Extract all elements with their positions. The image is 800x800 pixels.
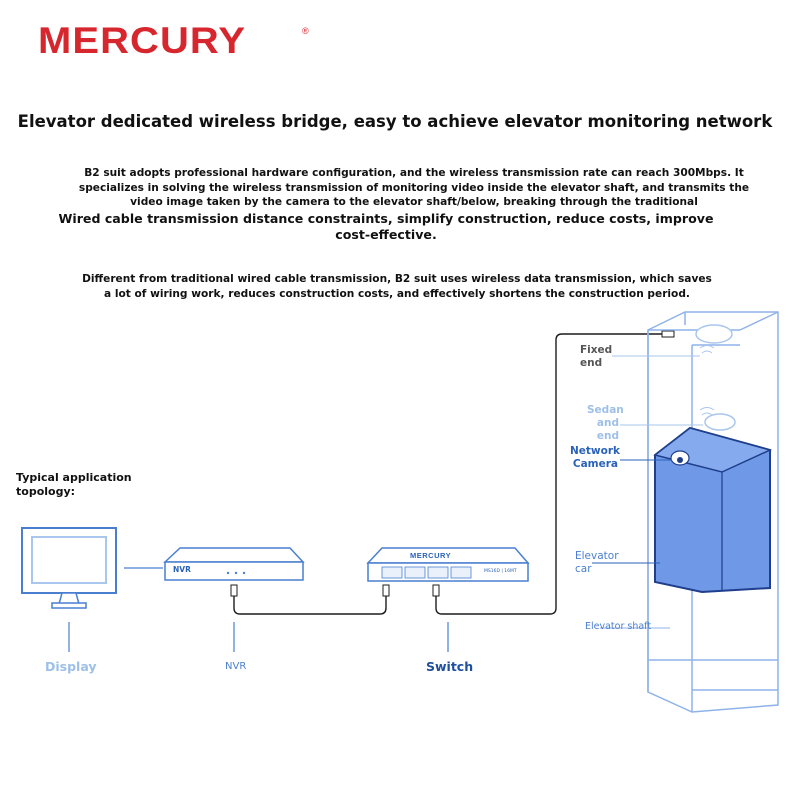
display-label: Display (45, 659, 97, 674)
intro-line-2: specializes in solving the wireless transmission of monitoring video inside the elevator shaft, and transmits the (78, 181, 750, 194)
comparison-line-1: Different from traditional wired cable transmission, B2 suit uses wireless data transmission, which saves (82, 273, 712, 285)
brand-logo: MERCURY (38, 20, 247, 61)
sedan-end-label: Sedan and end (587, 404, 624, 442)
topology-label: Typical application topology: (16, 471, 132, 498)
nvr-device-icon (165, 548, 303, 580)
headline: Elevator dedicated wireless bridge, easy to achieve elevator monitoring network (17, 112, 773, 131)
nvr-device-text: NVR (173, 565, 191, 574)
fixed-end-icon (696, 325, 732, 353)
switch-label: Switch (426, 659, 474, 674)
elevator-car-label: Elevator car (575, 550, 619, 575)
monitor-icon (22, 528, 116, 608)
intro-line-1: B2 suit adopts professional hardware configuration, and the wireless transmission rate can reach 300Mbps. It (84, 167, 744, 179)
fixed-end-label: Fixed end (580, 344, 613, 369)
network-camera-label: Network Camera (570, 445, 621, 470)
intro-line-3: video image taken by the camera to the elevator shaft/below, breaking through the traditional (130, 196, 698, 208)
registered-mark: ® (302, 26, 309, 36)
elevator-car (655, 428, 770, 592)
switch-model-text: MS16D | 16MT (484, 569, 517, 574)
intro-cont-line-1: Wired cable transmission distance constraints, simplify construction, reduce costs, improve (58, 211, 714, 226)
switch-device-text: MERCURY (410, 551, 452, 560)
nvr-label: NVR (225, 661, 247, 672)
elevator-shaft-label: Elevator shaft (585, 621, 652, 632)
intro-cont-line-2: cost-effective. (335, 227, 437, 242)
sedan-end-icon (700, 408, 735, 431)
comparison-line-2: a lot of wiring work, reduces construction costs, and effectively shortens the construction period. (104, 287, 690, 300)
